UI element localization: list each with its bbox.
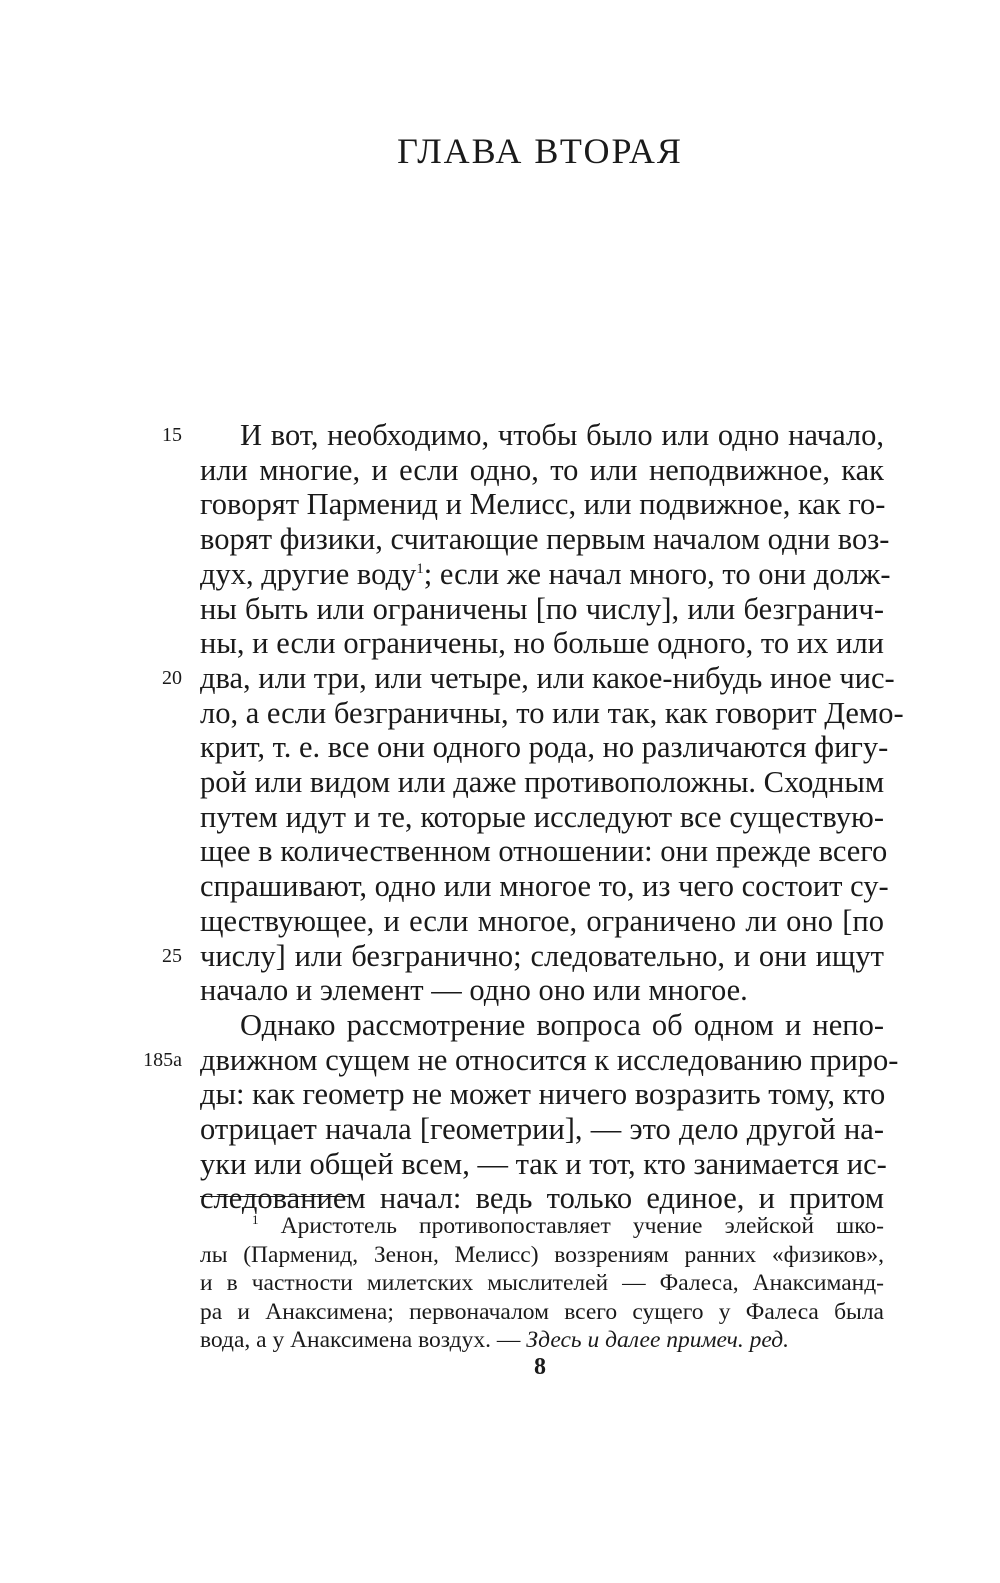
text-line: отрицает начала [геометрии], — это дело другой на- bbox=[200, 1112, 884, 1147]
text-line: ды: как геометр не может ничего возразить тому, кто bbox=[200, 1077, 886, 1112]
margin-line-number: 20 bbox=[162, 666, 182, 689]
footnote-line: $^1$ Аристотель противопоставляет учение элейской шко- bbox=[252, 1212, 884, 1239]
footnote bbox=[200, 1212, 884, 1355]
text-line: 15 И вот, необходимо, чтобы было или одно начало, bbox=[162, 418, 884, 452]
editor-note: Здесь и далее примеч. ред. bbox=[526, 1327, 789, 1353]
main-text bbox=[143, 418, 904, 1216]
footnote-line: и в частности милетских мыслителей — Фалеса, Анаксиманд- bbox=[200, 1270, 884, 1296]
text-line: крит, т. е. все они одного рода, но различаются фигу- bbox=[200, 730, 889, 765]
page-number: 8 bbox=[534, 1354, 546, 1380]
text-line: Однако рассмотрение вопроса об одном и непо- bbox=[240, 1007, 884, 1042]
footnote-number: 1 bbox=[252, 1212, 259, 1228]
text-line: начало и элемент — одно оно или многое. bbox=[200, 973, 748, 1008]
text-line: щее в количественном отношении: они прежде всего bbox=[200, 834, 888, 869]
text-line: спрашивают, одно или многое то, из чего состоит су- bbox=[200, 869, 889, 904]
text-line: путем идут и те, которые исследуют все существую- bbox=[200, 799, 884, 834]
text-line: следованием начал: ведь только единое, и притом bbox=[200, 1181, 884, 1216]
text-line: рой или видом или даже противоположны. Сходным bbox=[200, 765, 885, 800]
text-line: 185a движном сущем не относится к исследованию приро- bbox=[143, 1042, 899, 1077]
text-line: или многие, и если одно, то или неподвижное, как bbox=[200, 452, 884, 487]
footnote-line: вода, а у Анаксимена воздух. — Здесь и далее примеч. ред. bbox=[200, 1327, 789, 1353]
text-line: ло, а если безграничны, то или так, как говорит Демо- bbox=[200, 695, 904, 730]
margin-line-number: 25 bbox=[162, 944, 182, 967]
text-line: 20 два, или три, или четыре, или какое-нибудь иное чис- bbox=[162, 660, 895, 695]
text-line: уки или общей всем, — так и тот, кто занимается ис- bbox=[200, 1146, 887, 1181]
footnote-line: лы (Парменид, Зенон, Мелисс) воззрениям ранних «физиков», bbox=[200, 1241, 884, 1268]
footnote-divider bbox=[200, 1196, 350, 1197]
text-line: говорят Парменид и Мелисс, или подвижное, как го- bbox=[200, 487, 886, 522]
footnote-marker[interactable]: 1 bbox=[416, 560, 424, 577]
chapter-title: ГЛАВА ВТОРАЯ bbox=[397, 131, 683, 171]
text-line: ществующее, и если многое, ограничено ли оно [по bbox=[200, 903, 884, 938]
text-line: дух, другие воду$^1$; если же начал много, то они долж- bbox=[200, 556, 891, 591]
text-line: ны, и если ограничены, но больше одного, то их или bbox=[200, 626, 884, 661]
text-line: ны быть или ограничены [по числу], или безгранич- bbox=[200, 591, 884, 626]
text-line: ворят физики, считающие первым началом одни воз- bbox=[200, 522, 890, 557]
margin-line-number: 15 bbox=[162, 424, 182, 446]
text-line: 25 числу] или безгранично; следовательно, и они ищут bbox=[162, 938, 884, 973]
margin-line-number: 185a bbox=[143, 1048, 182, 1071]
footnote-line: ра и Анаксимена; первоначалом всего сущего у Фалеса была bbox=[200, 1298, 884, 1325]
